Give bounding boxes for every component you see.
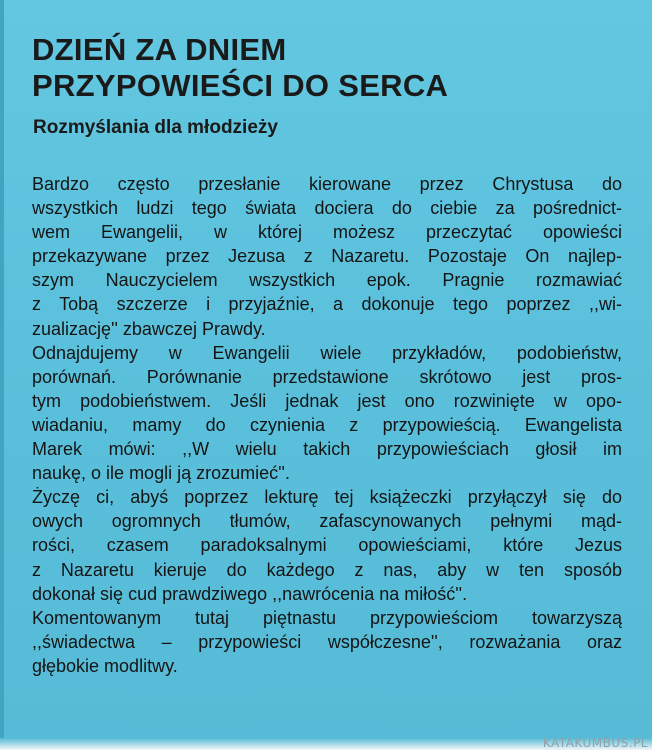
blurb-line: głębokie modlitwy. [32,655,178,676]
blurb-line: Bardzo często przesłanie kierowane przez Chrystusa do [32,174,622,194]
blurb-line: wem Ewangelii, w której możesz przeczytać opowieści [32,222,622,243]
blurb-line: Marek mówi: ,,W wielu takich przypowieściach głosił im [32,439,622,460]
watermark: KATAKUMBUS.PL [542,736,648,750]
blurb-text [32,172,622,678]
blurb-line: Życzę ci, abyś poprzez lekturę tej książeczki przyłączył się do [32,487,622,508]
book-title [32,32,448,104]
blurb-line: przekazywane przez Jezusa z Nazaretu. Pozostaje On najlep- [32,246,622,267]
blurb-line: Komentowanym tutaj piętnastu przypowieściom towarzyszą [32,607,622,628]
blurb-line: wiadaniu, mamy do czynienia z przypowieścią. Ewangelista [32,414,622,435]
book-title-line-2: PRZYPOWIEŚCI DO SERCA [32,68,449,103]
blurb-line: z Nazaretu kieruje do każdego z nas, aby w ten sposób [32,559,622,580]
blurb-line: szym Nauczycielem wszystkich epok. Pragnie rozmawiać [32,270,622,291]
blurb-line: wszystkich ludzi tego świata dociera do ciebie za pośrednict- [32,198,622,219]
blurb-line: porównań. Porównanie przedstawione skrótowo jest pros- [32,366,622,387]
blurb-line: tym podobieństwem. Jeśli jednak jest ono rozwinięte w opo- [32,390,622,411]
blurb-line: z Tobą szczerze i przyjaźnie, a dokonuje tego poprzez ,,wi- [32,294,622,315]
blurb-line: zualizację'' zbawczej Prawdy. [32,318,266,339]
blurb-line: Odnajdujemy w Ewangelii wiele przykładów, podobieństw, [32,342,622,363]
book-title-line-1: DZIEŃ ZA DNIEM [32,32,287,67]
blurb-line: rości, czasem paradoksalnymi opowieściami, które Jezus [32,535,622,556]
cover-left-edge [0,0,4,750]
blurb-line: ,,świadectwa – przypowieści współczesne'', rozważania oraz [32,631,622,652]
book-subtitle: Rozmyślania dla młodzieży [33,117,278,138]
blurb-line: dokonał się cud prawdziwego ,,nawrócenia na miłość''. [32,583,468,604]
blurb-line: naukę, o ile mogli ją zrozumieć''. [32,463,290,484]
blurb-line: owych ogromnych tłumów, zafascynowanych pełnymi mąd- [32,511,622,532]
